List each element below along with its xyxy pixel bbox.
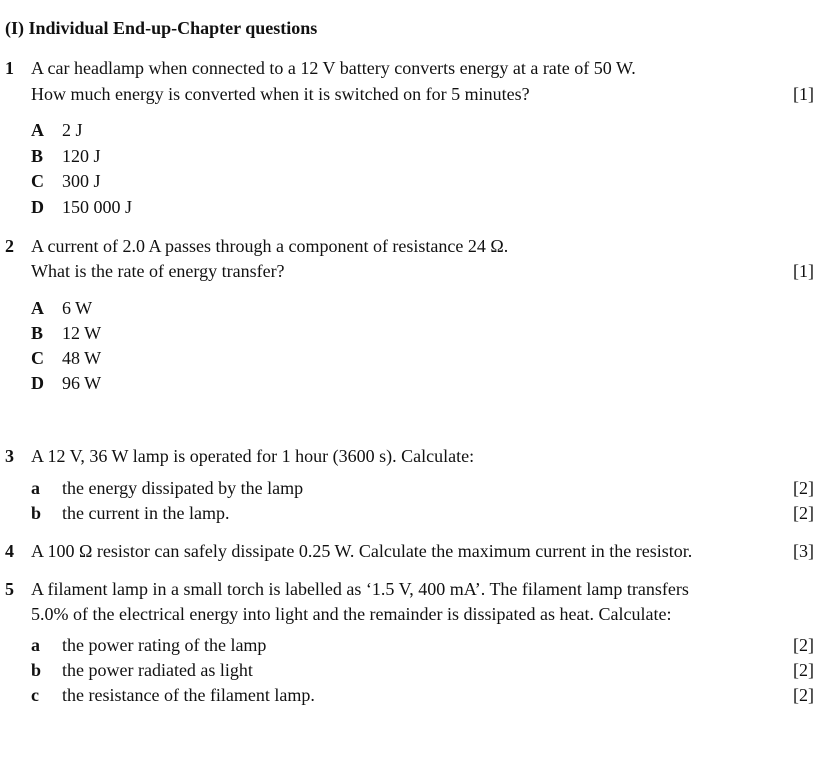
part-text-a: the energy dissipated by the lamp bbox=[62, 478, 304, 498]
question-text-line: How much energy is converted when it is switched on for 5 minutes? bbox=[31, 84, 530, 104]
part-text-b: the power radiated as light bbox=[62, 660, 253, 680]
part-letter-a: a bbox=[31, 635, 40, 655]
marks-label: [2] bbox=[793, 660, 814, 680]
question-text-line: What is the rate of energy transfer? bbox=[31, 261, 285, 281]
option-letter-d: D bbox=[31, 197, 44, 217]
option-text-d: 96 W bbox=[62, 373, 102, 393]
marks-label: [2] bbox=[793, 503, 814, 523]
option-text-b: 12 W bbox=[62, 323, 102, 343]
option-letter-a: A bbox=[31, 120, 44, 140]
marks-label: [1] bbox=[793, 84, 814, 104]
marks-label: [2] bbox=[793, 635, 814, 655]
option-letter-b: B bbox=[31, 323, 44, 343]
option-text-a: 2 J bbox=[62, 120, 83, 140]
question-text-line: A 12 V, 36 W lamp is operated for 1 hour (3600 s). Calculate: bbox=[31, 446, 475, 466]
part-letter-b: b bbox=[31, 503, 42, 523]
part-letter-a: a bbox=[31, 478, 40, 498]
marks-label: [3] bbox=[793, 541, 814, 561]
question-number: 4 bbox=[5, 541, 14, 561]
question-number: 1 bbox=[5, 58, 14, 78]
part-letter-b: b bbox=[31, 660, 42, 680]
part-text-a: the power rating of the lamp bbox=[62, 635, 267, 655]
option-text-a: 6 W bbox=[62, 298, 93, 318]
part-text-c: the resistance of the filament lamp. bbox=[62, 685, 315, 705]
question-text-line: A filament lamp in a small torch is labelled as ‘1.5 V, 400 mA’. The filament lamp transfers bbox=[31, 579, 689, 599]
option-text-d: 150 000 J bbox=[62, 197, 133, 217]
option-text-b: 120 J bbox=[62, 146, 101, 166]
option-text-c: 48 W bbox=[62, 348, 102, 368]
option-letter-a: A bbox=[31, 298, 44, 318]
option-letter-c: C bbox=[31, 171, 44, 191]
option-letter-d: D bbox=[31, 373, 44, 393]
option-text-c: 300 J bbox=[62, 171, 101, 191]
marks-label: [2] bbox=[793, 478, 814, 498]
question-text-line: 5.0% of the electrical energy into light and the remainder is dissipated as heat. Calculate: bbox=[31, 604, 672, 624]
marks-label: [1] bbox=[793, 261, 814, 281]
part-letter-c: c bbox=[31, 685, 39, 705]
question-number: 3 bbox=[5, 446, 14, 466]
option-letter-c: C bbox=[31, 348, 44, 368]
option-letter-b: B bbox=[31, 146, 44, 166]
question-number: 2 bbox=[5, 236, 14, 256]
question-text-line: A 100 Ω resistor can safely dissipate 0.25 W. Calculate the maximum current in the resistor. bbox=[31, 541, 693, 561]
question-number: 5 bbox=[5, 579, 14, 599]
part-text-b: the current in the lamp. bbox=[62, 503, 230, 523]
question-text-line: A current of 2.0 A passes through a component of resistance 24 Ω. bbox=[31, 236, 509, 256]
marks-label: [2] bbox=[793, 685, 814, 705]
section-title: (I) Individual End-up-Chapter questions bbox=[5, 18, 318, 38]
question-text-line: A car headlamp when connected to a 12 V battery converts energy at a rate of 50 W. bbox=[31, 58, 636, 78]
